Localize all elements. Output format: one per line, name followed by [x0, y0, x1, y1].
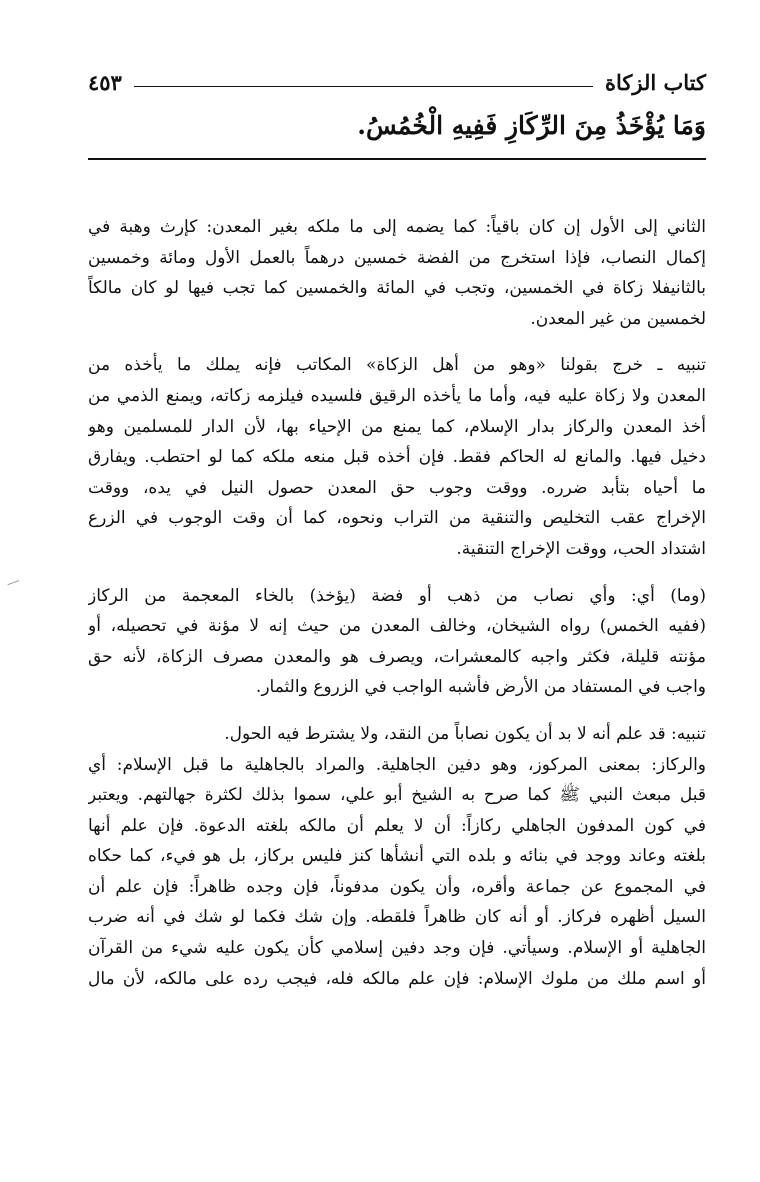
text-line: والركاز: بمعنى المركوز، وهو دفين الجاهلية. والمراد بالجاهلية ما قبل الإسلام: أي: [88, 754, 706, 775]
chapter-title: كتاب الزكاة: [604, 69, 706, 95]
text-line: دخيل فيها. والمانع له الحاكم فقط. فإن أخذه قبل منعه ملكه كما لو احتطب. ويفارق: [88, 447, 706, 468]
text-line: الثاني إلى الأول إن كان باقياً: كما يضمه إلى ما ملكه بغير المعدن: كإرث وهبة في: [88, 217, 706, 237]
text-line: اشتداد الحب، ووقت الإخراج التنقية.: [456, 538, 706, 559]
matn-text: وَمَا يُؤْخَذُ مِنَ الرِّكَازِ فَفِيهِ الْخُمُسُ.: [357, 111, 706, 140]
matn-divider: [88, 158, 706, 160]
text-line: مؤنته قليلة، فكثر واجبه كالمعشرات، ويصرف هو والمعدن مصرف الزكاة، لأنه حق: [88, 646, 706, 667]
text-line: بلغته وعاند ووجد في بنائه و بلده التي أنشأها كنز فليس بركاز، بل هو فيء، كما حكاه: [88, 846, 706, 867]
running-head: [88, 64, 706, 100]
text-line: قبل مبعث النبي ﷺ كما صرح به الشيخ أبو علي، سموا بذلك لكثرة جهالتهم. ويعتبر: [88, 785, 706, 806]
header-rule: [134, 86, 593, 87]
text-line: السيل أظهره فركاز. أو أنه كان ظاهراً فلقطه. وإن شك فكما لو شك في أنه ضرب: [88, 907, 706, 928]
text-line: في المجموع عن جماعة وأقره، وأن يكون مدفوناً، فإن وجده ظاهراً: فإن علم أن: [88, 876, 706, 897]
text-line: المعدن ولا زكاة عليه فيه، وأما ما يأخذه الرقيق فلسيده فيلزمه زكاته، ويمنع الذمي من: [88, 385, 706, 406]
margin-mark: [8, 580, 21, 589]
text-line: إكمال النصاب، فإذا استخرج من الفضة خمسين درهماً بالعمل الأول ومائة وخمسين: [88, 247, 706, 268]
paragraph: [88, 719, 706, 994]
text-line: تنبيه ـ خرج بقولنا «وهو من أهل الزكاة» المكاتب فإنه يملك ما يأخذه من: [88, 355, 706, 376]
text-line: الجاهلية أو الإسلام. وسيأتي. فإن وجد دفين إسلامي كأن يكون عليه شيء من القرآن: [88, 938, 706, 959]
commentary-body: [88, 212, 706, 1008]
text-line: (ففيه الخمس) رواه الشيخان، وخالف المعدن من حيث إنه لا مؤنة في تحصيله، أو: [88, 616, 706, 637]
paragraph: [88, 350, 706, 564]
paragraph: [88, 212, 706, 334]
text-line: أخذ المعدن والركاز بدار الإسلام، كما يمنع من الإحياء بها، لأن الدار للمسلمين وهو: [88, 416, 706, 437]
paragraph: [88, 581, 706, 703]
text-line: أو اسم ملك من ملوك الإسلام: فإن علم مالكه فله، فيجب رده على مالكه، لأن مال: [88, 968, 706, 989]
text-line: تنبيه: قد علم أنه لا بد أن يكون نصاباً من النقد، ولا يشترط فيه الحول.: [224, 723, 706, 744]
text-line: لخمسين من غير المعدن.: [530, 308, 706, 329]
text-line: في كون المدفون الجاهلي ركازاً: أن لا يعلم أن مالكه بلغته الدعوة. فإن علم أنها: [88, 815, 706, 836]
page-number: ٤٥٣: [88, 69, 122, 95]
text-line: بالثانيفلا زكاة في الخمسين، وتجب في المائة والخمسين كما تجب فيها لو كان مالكاً: [88, 278, 706, 299]
text-line: الإخراج عقب التخليص والتنقية من التراب ونحوه، كما أن وقت الوجوب في الزرع: [88, 508, 706, 529]
text-line: ما أحياه بتأبد ضرره. ووقت وجوب حق المعدن حصول النيل في يده، ووقت: [88, 477, 706, 498]
text-line: (وما) أي: وأي نصاب من ذهب أو فضة (يؤخذ) بالخاء المعجمة من الركاز: [88, 585, 706, 606]
text-line: واجب في المستفاد من الأرض فأشبه الواجب في الزروع والثمار.: [255, 677, 706, 698]
